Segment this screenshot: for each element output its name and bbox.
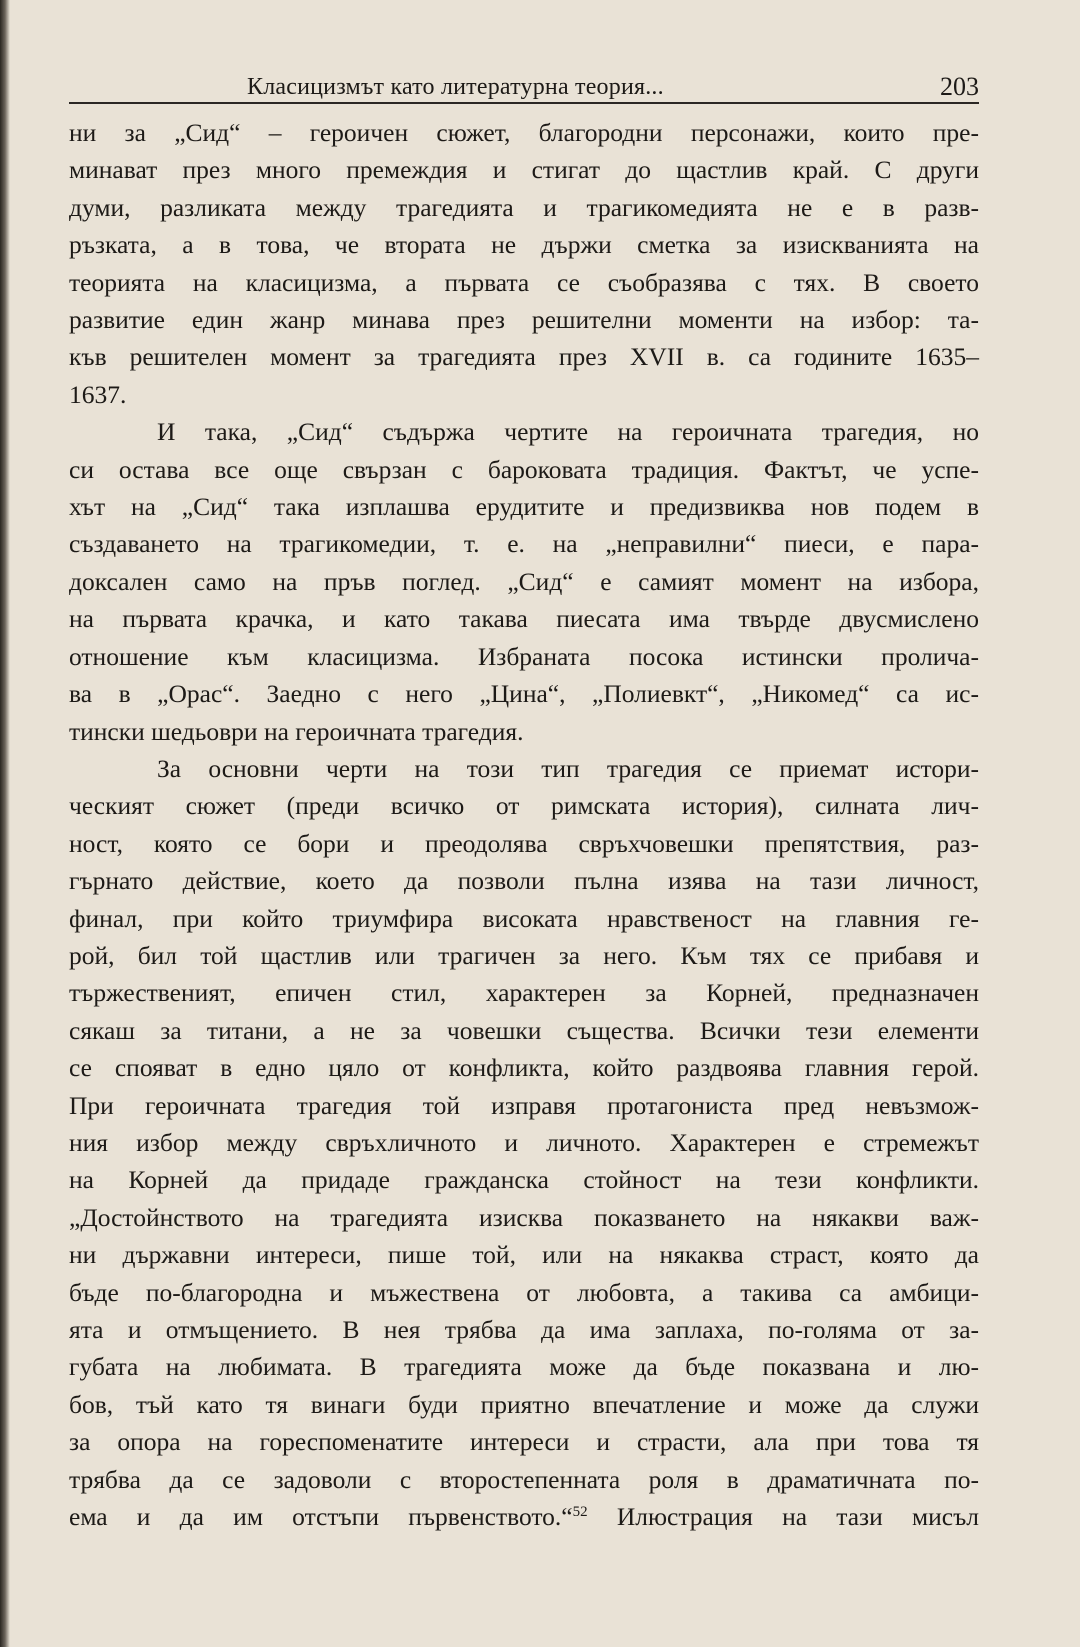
text-line: финал, при който триумфира високата нравственост на главния ге- (69, 903, 979, 933)
text-line: губата на любимата. В трагедията може да бъде показвана и лю- (69, 1352, 979, 1382)
text-line: ни държавни интереси, пише той, или на някаква страст, която да (69, 1240, 979, 1270)
text-line: ни за „Сид“ – героичен сюжет, благородни персонажи, които пре- (69, 118, 979, 147)
text-before-footnote: ема и да им отстъпи първенството.“ (69, 1502, 573, 1532)
text-line: теорията на класицизма, а първата се съобразява с тях. В своето (69, 267, 979, 297)
text-line: сякаш за титани, а не за човешки същества. Всички тези елементи (69, 1015, 979, 1045)
text-line: ята и отмъщението. В нея трябва да има заплаха, по-голяма от за- (69, 1315, 979, 1344)
text-line: развитие един жанр минава през решителни моменти на избор: та- (69, 305, 979, 335)
text-line: хът на „Сид“ така изплашва ерудитите и предизвиква нов подем в (69, 492, 979, 522)
text-line: И така, „Сид“ съдържа чертите на героичната трагедия, но (157, 417, 979, 447)
text-line: на Корней да придаде гражданска стойност на тези конфликти. (69, 1165, 979, 1195)
text-line: 1637. (69, 379, 127, 409)
book-spine-shadow (0, 0, 10, 1647)
text-line: думи, разликата между трагедията и трагикомедията не е в разв- (69, 192, 979, 222)
running-header (69, 68, 979, 104)
text-after-footnote: Илюстрация на тази мисъл (587, 1502, 979, 1532)
text-line: трябва да се задоволи с второстепенната роля в драматичната по- (69, 1464, 979, 1494)
text-line: отношение към класицизма. Избраната посока истински пролича- (69, 641, 979, 671)
text-line: бъде по-благородна и мъжествена от любовта, а такива са амбици- (69, 1277, 979, 1307)
text-line: ност, която се бори и преодолява свръхчовешки препятствия, раз- (69, 828, 979, 858)
text-line: бов, тъй като тя винаги буди приятно впечатление и може да служи (69, 1389, 979, 1419)
text-line-with-footnote (69, 1498, 979, 1535)
text-line: доксален само на пръв поглед. „Сид“ е самият момент на избора, (69, 566, 979, 596)
text-line: минават през много премеждия и стигат до щастлив край. С други (69, 155, 979, 185)
text-line: „Достойнството на трагедията изисква показването на някакви важ- (69, 1202, 979, 1232)
paragraph-3 (69, 750, 979, 1536)
text-line: рой, бил той щастлив или трагичен за него. Към тях се прибавя и (69, 940, 979, 970)
text-line: се спояват в едно цяло от конфликта, който раздвоява главния герой. (69, 1053, 979, 1083)
text-line: За основни черти на този тип трагедия се приемат истори- (157, 753, 979, 783)
text-line: за опора на гореспоменатите интереси и страсти, ала при това тя (69, 1427, 979, 1457)
text-line: При героичната трагедия той изправя протагониста пред невъзмож- (69, 1090, 979, 1120)
text-line: си остава все още свързан с бароковата традиция. Фактът, че успе- (69, 454, 979, 484)
footnote-ref[interactable]: 52 (572, 1504, 588, 1521)
paragraph-2 (69, 413, 979, 750)
text-line: ческият сюжет (преди всичко от римската история), силната лич- (69, 791, 979, 821)
text-line: къв решителен момент за трагедията през XVII в. са годините 1635– (69, 342, 979, 372)
text-line: ръзката, а в това, че втората не държи сметка за изискванията на (69, 230, 979, 260)
text-line: гърнато действие, което да позволи пълна изява на тази личност, (69, 866, 979, 896)
text-line: тържественият, епичен стил, характерен за Корней, предназначен (69, 978, 979, 1008)
running-title: Класицизмът като литературна теория... (247, 74, 664, 100)
text-line: на първата крачка, и като такава пиесата има твърде двусмислено (69, 604, 979, 634)
body-text (69, 114, 979, 1535)
text-line: тински шедьоври на героичната трагедия. (69, 716, 524, 746)
text-line: ва в „Орас“. Заедно с него „Цина“, „Полиевкт“, „Никомед“ са ис- (69, 679, 979, 709)
page-number: 203 (940, 72, 979, 101)
paragraph-1 (69, 114, 979, 413)
book-page (69, 68, 979, 1535)
text-line: ния избор между свръхличното и личното. Характерен е стремежът (69, 1127, 979, 1157)
text-line: създаването на трагикомедии, т. е. на „неправилни“ пиеси, е пара- (69, 529, 979, 559)
